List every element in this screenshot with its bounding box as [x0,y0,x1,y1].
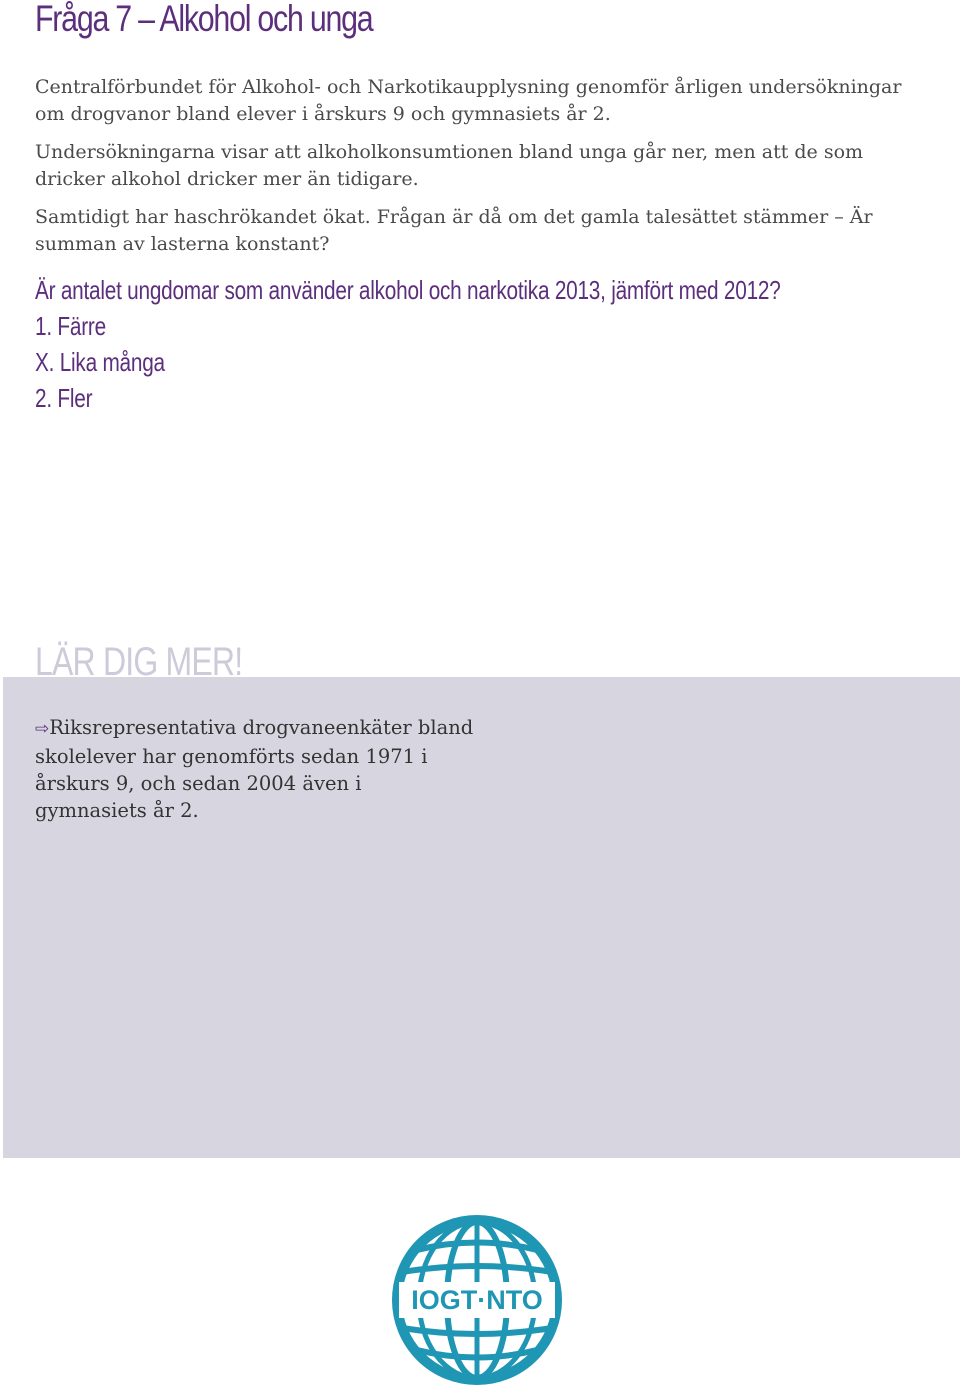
intro-text [35,74,935,269]
iogt-nto-logo [387,1210,567,1390]
answer-option-2: 2. Fler [35,383,93,413]
arrow-right-icon: ⇨ [35,719,50,739]
quiz-question [35,272,781,416]
paragraph: Undersökningarna visar att alkoholkonsumtionen bland unga går ner, men att de som dricker alkohol dricker mer än tidigare. [35,141,864,190]
page-title: Fråga 7 – Alkohol och unga [35,0,373,39]
logo-text: IOGT·NTO [411,1285,543,1315]
learn-more-heading: LÄR DIG MER! [35,640,243,684]
question-text: Är antalet ungdomar som använder alkohol och narkotika 2013, jämfört med 2012? [35,275,781,305]
answer-option-x: X. Lika många [35,347,165,377]
answer-option-1: 1. Färre [35,311,106,341]
paragraph: Samtidigt har haschrökandet ökat. Frågan är då om det gamla talesättet stämmer – Är summan av lasterna konstant? [35,206,873,255]
paragraph: Centralförbundet för Alkohol- och Narkotikaupplysning genomför årligen undersökningar om drogvanor bland elever i årskurs 9 och gymnasiets år 2. [35,76,902,125]
info-text [35,714,475,824]
info-paragraph: Riksrepresentativa drogvaneenkäter bland skolelever har genomförts sedan 1971 i årskurs 9, och sedan 2004 även i gymnasiets år 2. [35,716,474,822]
